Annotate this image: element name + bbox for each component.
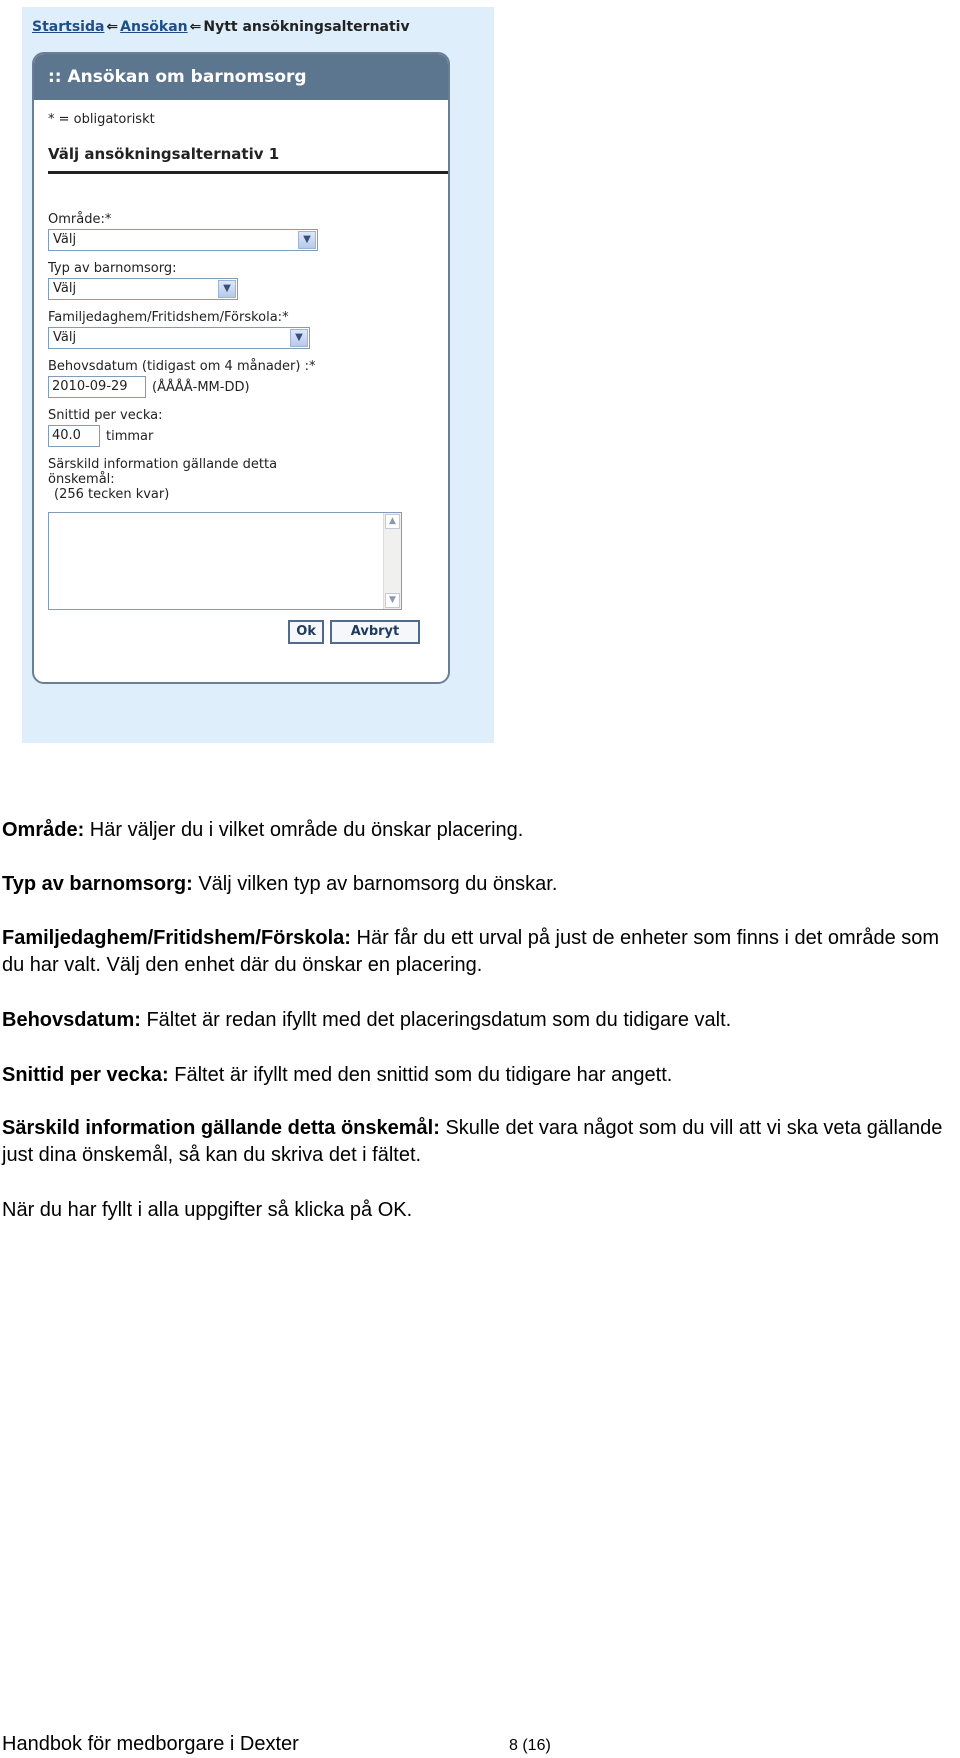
term-need-date: Behovsdatum: <box>2 1009 141 1031</box>
term-avg-week: Snittid per vecka: <box>2 1064 169 1086</box>
textarea-scrollbar[interactable] <box>383 513 401 609</box>
chevron-down-icon[interactable]: ▼ <box>218 280 236 298</box>
care-type-select[interactable] <box>48 278 238 300</box>
hours-unit: timmar <box>106 428 154 444</box>
area-select[interactable] <box>48 229 318 251</box>
scroll-down-icon[interactable]: ▼ <box>385 593 400 608</box>
need-date-label: Behovsdatum (tidigast om 4 månader) :* <box>48 359 316 374</box>
breadcrumb-application-link[interactable]: Ansökan <box>120 19 188 35</box>
final-instruction: När du har fyllt i alla uppgifter så klicka på OK. <box>2 1199 413 1221</box>
area-label: Område:* <box>48 212 112 227</box>
breadcrumb-current: Nytt ansökningsalternativ <box>203 19 410 35</box>
page-number: 8 (16) <box>509 1737 551 1754</box>
special-info-textarea[interactable] <box>48 512 402 610</box>
panel-title: :: Ansökan om barnomsorg <box>34 54 448 100</box>
cancel-button[interactable]: Avbryt <box>330 620 420 644</box>
care-type-select-value: Välj <box>53 281 77 296</box>
paragraph-special-info <box>2 1115 958 1169</box>
desc-area: Här väljer du i vilket område du önskar placering. <box>84 819 524 841</box>
special-info-label <box>48 457 434 502</box>
desc-special-info: Skulle det vara något som du vill att vi ska veta gällande just dina önskemål, så kan du skriva det i fältet. <box>2 1117 943 1166</box>
avg-week-input[interactable]: 40.0 <box>48 425 100 447</box>
application-panel <box>32 52 450 684</box>
scroll-up-icon[interactable]: ▲ <box>385 514 400 529</box>
back-arrow-icon: ⇐ <box>189 19 202 35</box>
paragraph-avg-week <box>2 1062 958 1089</box>
required-note: * = obligatoriskt <box>48 112 155 127</box>
char-counter: (256 tecken kvar) <box>54 487 170 502</box>
term-special-info: Särskild information gällande detta önskemål: <box>2 1117 440 1139</box>
avg-week-label: Snittid per vecka: <box>48 408 163 423</box>
paragraph-unit <box>2 925 958 979</box>
care-type-label: Typ av barnomsorg: <box>48 261 177 276</box>
desc-care-type: Välj vilken typ av barnomsorg du önskar. <box>192 873 558 895</box>
date-format-hint: (ÅÅÅÅ-MM-DD) <box>152 379 250 395</box>
paragraph-area <box>2 817 958 844</box>
section-title: Välj ansökningsalternativ 1 <box>48 145 450 174</box>
term-area: Område: <box>2 819 85 841</box>
application-screenshot <box>22 7 494 743</box>
desc-avg-week: Fältet är ifyllt med den snittid som du tidigare har angett. <box>168 1064 673 1086</box>
back-arrow-icon: ⇐ <box>106 19 119 35</box>
special-info-label-line2: önskemål: <box>48 472 115 487</box>
chevron-down-icon[interactable]: ▼ <box>290 329 308 347</box>
unit-select-value: Välj <box>53 330 77 345</box>
paragraph-care-type <box>2 871 958 898</box>
ok-button[interactable]: Ok <box>288 620 324 644</box>
area-select-value: Välj <box>53 232 77 247</box>
breadcrumb-home-link[interactable]: Startsida <box>32 19 105 35</box>
unit-label: Familjedaghem/Fritidshem/Förskola:* <box>48 310 289 325</box>
term-care-type: Typ av barnomsorg: <box>2 873 193 895</box>
desc-unit: Här får du ett urval på just de enheter som finns i det område som du har valt. Välj den enhet där du önskar en placering. <box>2 927 940 976</box>
paragraph-final <box>2 1197 958 1224</box>
special-info-label-line1: Särskild information gällande detta <box>48 457 278 472</box>
term-unit: Familjedaghem/Fritidshem/Förskola: <box>2 927 351 949</box>
footer-title: Handbok för medborgare i Dexter <box>2 1733 299 1755</box>
paragraph-need-date <box>2 1007 958 1034</box>
desc-need-date: Fältet är redan ifyllt med det placeringsdatum som du tidigare valt. <box>140 1009 732 1031</box>
unit-select[interactable] <box>48 327 310 349</box>
chevron-down-icon[interactable]: ▼ <box>298 231 316 249</box>
breadcrumb <box>32 19 410 35</box>
need-date-input[interactable]: 2010-09-29 <box>48 376 146 398</box>
